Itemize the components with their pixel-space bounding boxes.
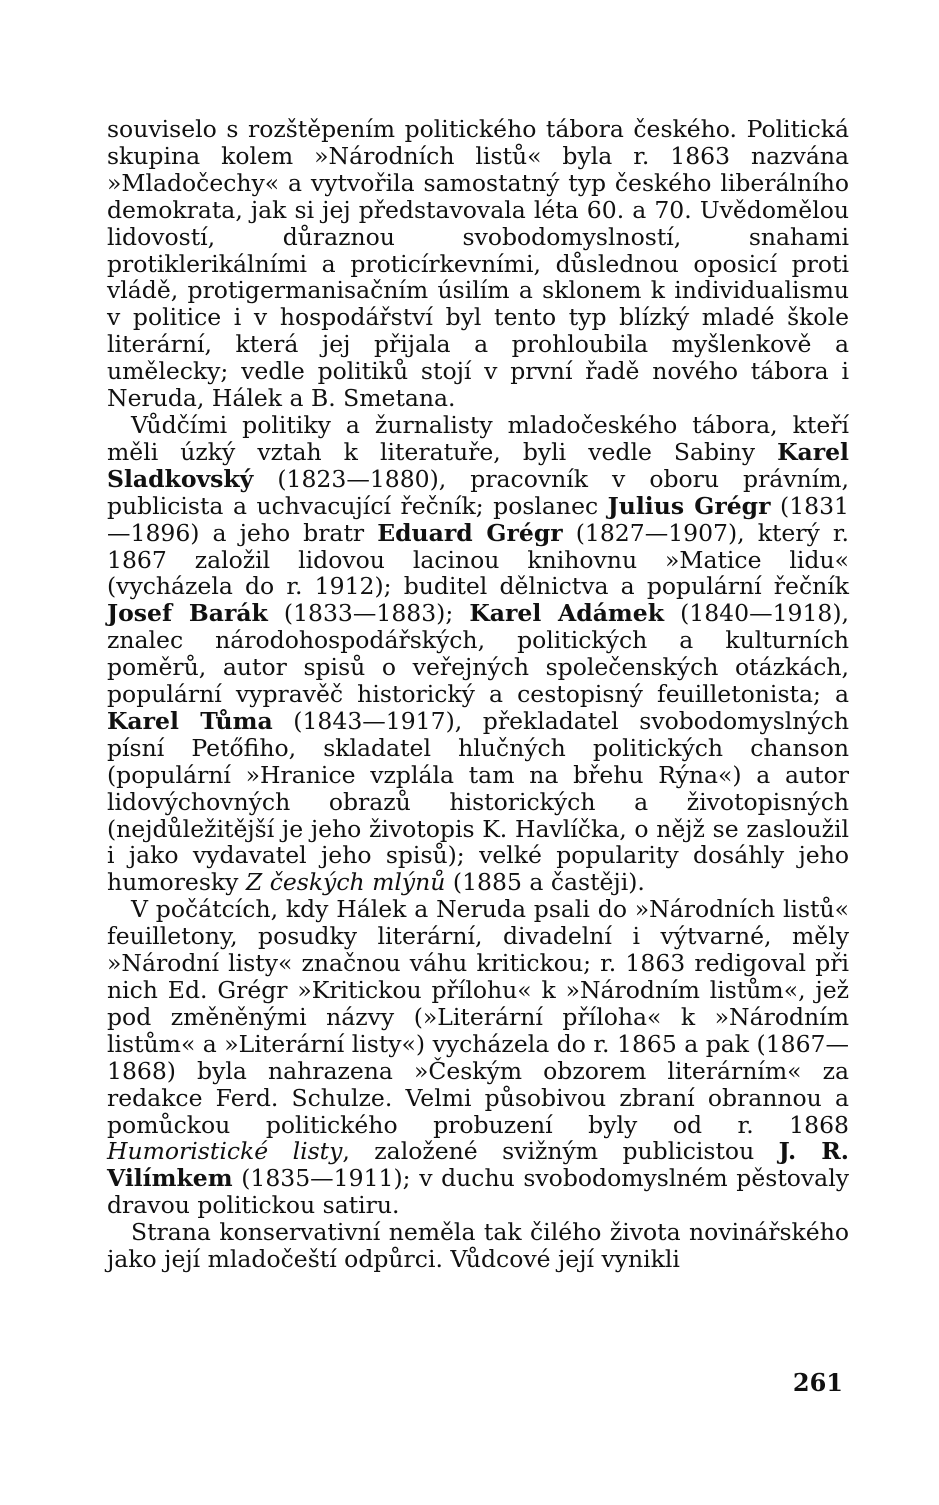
paragraph-3 <box>107 896 849 1219</box>
text-run: Vůdčími politiky a žurnalisty mladočeského tábora, kteří měli úzký vztah k literatuře, byli vedle Sabiny <box>107 410 849 466</box>
person-name: Karel Adámek <box>469 599 665 628</box>
text-run: (1823—1880), pracovník v oboru právním, publicista a uchvacující řečník; poslanec <box>107 464 849 520</box>
text-run: (1835—1911); v duchu svobodomyslném pěstovaly dravou politickou satiru. <box>107 1164 849 1220</box>
paragraph-1 <box>107 116 849 412</box>
work-title: Humoristické listy <box>107 1137 343 1166</box>
person-name: Karel Sladkovský <box>107 437 849 493</box>
text-run: Strana konservativní neměla tak čilého života novinářského jako její mladočeští odpůrci. Vůdcové její vynikli <box>107 1218 849 1274</box>
text-run: (1840—1918), znalec národohospodářských, politických a kulturních poměrů, autor spisů o veřejných společenských otázkách, populární vypravěč historický a cestopisný feuilletonista; a <box>107 599 850 709</box>
text-run: (1831—1896) a jeho bratr <box>107 491 849 547</box>
text-run: (1827—1907), který r. 1867 založil lidovou lacinou knihovnu »Matice lidu« (vycházela do r. 1912); buditel dělnictva a populární řečník <box>107 518 849 601</box>
person-name: Eduard Grégr <box>377 518 563 547</box>
text-run: souviselo s rozštěpením politického tábora českého. Politická skupina kolem »Národních listů« byla r. 1863 nazvána »Mladočechy« a vytvořila samostatný typ českého liberálního demokrata, jak si jej představovala léta 60. a 70. Uvědomělou lidovostí, důraznou svobodomyslností, snahami protiklerikálními a proticírkevními, důslednou oposicí proti vládě, protigermanisačním úsilím a sklonem k individualismu v politice i v hospodářství byl tento typ blízký mladé škole literární, která jej přijala a prohloubila myšlenkově a umělecky; vedle politiků stojí v první řadě nového tábora i Neruda, Hálek a B. Smetana. <box>107 115 849 413</box>
text-run: (1885 a častěji). <box>445 868 645 897</box>
page-number: 261 <box>792 1368 843 1397</box>
text-run: (1843—1917), překladatel svobodomyslných písní Petőfiho, skladatel hlučných politických chanson (populární »Hranice vzplála tam na břehu Rýna«) a autor lidovýchovných obrazů historických a životopisných (nejdůležitější je jeho životopis K. Havlíčka, o nějž se zasloužil i jako vydavatel jeho spisů); velké popularity dosáhly jeho humoresky <box>107 706 849 897</box>
person-name: Karel Tůma <box>107 706 273 735</box>
person-name: J. R. Vilímkem <box>107 1137 849 1193</box>
person-name: Josef Barák <box>107 599 268 628</box>
person-name: Julius Grégr <box>607 491 771 520</box>
text-run: , založené svižným publicistou <box>342 1137 779 1166</box>
paragraph-4 <box>107 1219 849 1273</box>
work-title: Z českých mlýnů <box>245 868 446 897</box>
text-body <box>107 116 849 1273</box>
text-run: (1833—1883); <box>267 599 470 628</box>
paragraph-2 <box>107 412 849 896</box>
text-run: V počátcích, kdy Hálek a Neruda psali do »Národních listů« feuilletony, posudky literární, divadelní i výtvarné, měly »Národní listy« značnou váhu kritickou; r. 1863 redigoval při nich Ed. Grégr »Kritickou přílohu« k »Národním listům«, jež pod změněnými názvy (»Literární příloha« k »Národním listům« a »Literární listy«) vycházela do r. 1865 a pak (1867—1868) byla nahrazena »Českým obzorem literárním« za redakce Ferd. Schulze. Velmi působivou zbraní obrannou a pomůckou politického probuzení byly od r. 1868 <box>107 895 849 1139</box>
